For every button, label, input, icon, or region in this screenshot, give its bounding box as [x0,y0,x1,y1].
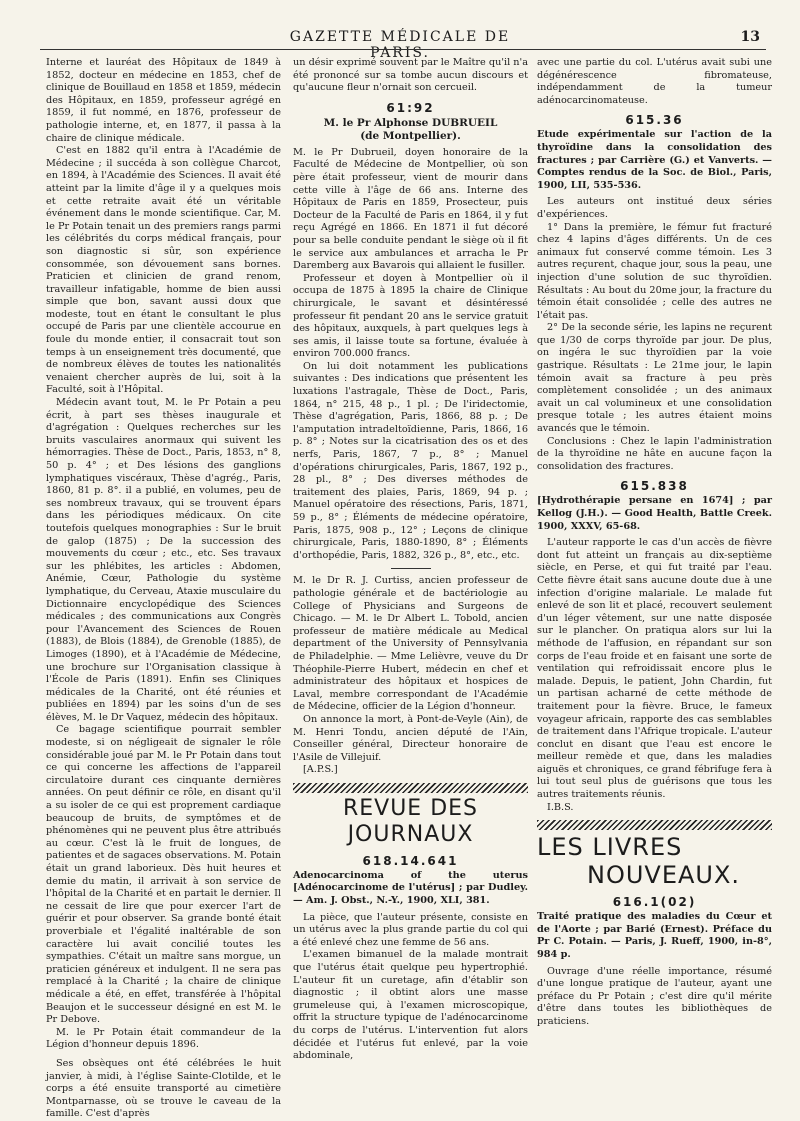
journal-title: GAZETTE MÉDICALE DE PARIS. [289,29,511,61]
paragraph: M. le Dr R. J. Curtiss, ancien professeur de pathologie générale et de bactériologie au College of Physicians and Surgeons de Chicago. — M. le Dr Albert L. Tobold, ancien professeur de matière médicale au Medical department of the University of Pennsylvania de Philadelphie. — Mme Lelièvre, veuve du Dr Théophile-Pierre Hubert, médecin en chef et administrateur des hôpitaux et hospices de Laval, membre correspondant de l'Académie de Médecine, officier de la Légion d'honneur. [293,575,528,713]
header-rule [40,49,766,50]
article-classification: 615.36 [625,113,684,128]
paragraph: Les auteurs ont institué deux séries d'expériences. [537,196,772,220]
article-title: Traité pratique des maladies du Cœur et de l'Aorte ; par Barié (Ernest). Préface du Pr C. Potain. — Paris, J. Rueff, 1900, in-8°, 984 p. [537,911,772,961]
paragraph: C'est en 1882 qu'il entra à l'Académie de Médecine ; il succéda à son collègue Charcot, en 1894, à l'Académie des Sciences. Il avait été atteint par la limite d'âge il y a quelques mois et cette retraite avait été un véritable événement dans le monde scientifique. Car, M. le Pr Potain tenait un des premiers rangs parmi les célébrités du corps médical français, pour son diagnostic si sûr, son expérience consommée, son dévouement sans bornes. Praticien et clinicien de grand renom, travailleur infatigable, homme de bien aussi simple que bon, savant aussi doux que modeste, tout en étant le consultant le plus occupé de Paris par une clientèle accourue en foule du monde entier, il consacrait tout son temps à un enseignement très documenté, que de nombreux élèves de toutes les nationalités venaient chercher auprès de lui, soit à la Faculté, soit à l'Hôpital. [46,145,281,396]
article-classification: 616.1(02) [612,895,697,910]
section-title-line: LES LIVRES [537,833,683,862]
page-number: 13 [740,29,760,45]
paragraph: un désir exprimé souvent par le Maître qu'il n'a été prononcé sur sa tombe aucun discours et qu'aucune fleur n'ornait son cercueil. [293,57,528,94]
column-1 [46,57,281,1121]
article-classification: 615.838 [620,479,689,494]
section-ornament [293,783,528,793]
paragraph: avec une partie du col. L'utérus avait subi une dégénérescence fibromateuse, indépendamment de la tumeur adénocarcinomateuse. [537,57,772,106]
section-title [537,833,772,889]
paragraph: Professeur et doyen à Montpellier où il occupa de 1875 à 1895 la chaire de Clinique chirurgicale, le savant et désintéressé professeur fit pendant 20 ans le service gratuit des hôpitaux, auxquels, à part quelques legs à ses amis, il laisse toute sa fortune, évaluée à environ 700.000 francs. [293,272,528,360]
section-title-line: NOUVEAUX. [587,861,741,890]
paragraph: 2° De la seconde série, les lapins ne reçurent que 1/30 de corps thyroïde par jour. De plus, on ingéra le suc thyroïdien par la voie gastrique. Résultats : Le 21me jour, le lapin témoin avait sa fracture à peu près complètement consolidée ; un des animaux avait un cal volumineux et une consolidation presque totale ; les autres étaient moins avancés que le témoin. [537,322,772,435]
paragraph: L'auteur rapporte le cas d'un accès de fièvre dont fut atteint un français au dix-septième siècle, en Perse, et qui fut traité par l'eau. Cette fièvre était sans aucune doute due à une infection d'origine malariale. Le malade fut enlevé de son lit et placé, recouvert seulement d'un léger vêtement, sur une natte disposée sur le plancher. On pratiqua alors sur lui la méthode de l'affusion, en répandant sur son corps de l'eau froide et en faisant une sorte de ventilation qui refroidissait encore plus le malade. Depuis, le patient, John Chardin, fut un partisan acharné de cette méthode de traitement pour la fièvre. Bruce, le fameux voyageur africain, rapporte des cas semblables de traitement dans l'Afrique tropicale. L'auteur conclut en disant que l'eau est encore le meilleur remède et que, dans les maladies aiguës et chroniques, ce grand fébrifuge fera à lui tout seul plus de guérisons que tous les autres traitements réunis. [537,537,772,801]
column-3 [537,57,772,1029]
obituary-classification: 61:92 [386,100,435,115]
signature: [A.P.S.] [303,764,338,776]
paragraph: Ses obsèques ont été célébrées le huit janvier, à midi, à l'église Sainte-Clotilde, et le corps a été ensuite transporté au cimetière Montparnasse, où se trouve le caveau de la famille. C'est d'après [46,1057,281,1120]
paragraph: Interne et lauréat des Hôpitaux de 1849 à 1852, docteur en médecine en 1853, chef de clinique de Bouillaud en 1858 et 1859, médecin des Hôpitaux, en 1859, professeur agrégé en 1859, il fut nommé, en 1876, professeur de pathologie interne, et, en 1877, il passa à la chaire de clinique médicale. [46,57,281,144]
paragraph: M. le Pr Dubrueil, doyen honoraire de la Faculté de Médecine de Montpellier, où son père était professeur, vient de mourir dans cette ville à l'âge de 66 ans. Interne des Hôpitaux de Paris en 1859, Prosecteur, puis Docteur de la Faculté de Paris en 1864, il y fut reçu Agrégé en 1866. En 1871 il fut décoré pour sa belle conduite pendant le siège où il fit le service aux ambulances et arracha le Pr Daremberg aux Bavarois qui allaient le fusiller. [293,146,528,272]
section-title: REVUE DES JOURNAUX [342,795,479,847]
paragraph: Ouvrage d'une réelle importance, résumé d'une longue pratique de l'auteur, ayant une préface du Pr Potain ; c'est dire qu'il mérite d'être dans toutes les bibliothèques de praticiens. [537,965,772,1027]
article-title: [Hydrothérapie persane en 1674] ; par Kellog (J.H.). — Good Health, Battle Creek. 1900, XXXV, 65-68. [537,495,772,532]
paragraph: On annonce la mort, à Pont-de-Veyle (Ain), de M. Henri Tondu, ancien député de l'Ain, Conseiller général, Directeur honoraire de l'Asile de Villejuif. [293,713,528,763]
signature: I.B.S. [547,801,574,813]
paragraph: 1° Dans la première, le fémur fut fracturé chez 4 lapins d'âges différents. Un de ces animaux fut conservé comme témoin. Les 3 autres reçurent, chaque jour, sous la peau, une injection d'une solution de suc thyroïdien. Résultats : Au bout du 20me jour, la fracture du témoin était consolidée ; celle des autres ne l'était pas. [537,221,772,321]
paragraph: La pièce, que l'auteur présente, consiste en un utérus avec la plus grande partie du col qui a été enlevé chez une femme de 56 ans. [293,911,528,948]
obituary-subtitle: (de Montpellier). [360,129,461,142]
article-title: Etude expérimentale sur l'action de la thyroïdine dans la consolidation des fractures ; par Carrière (G.) et Vanverts. — Comptes rendus de la Soc. de Biol., Paris, 1900, LII, 535-536. [537,129,772,191]
paragraph: L'examen bimanuel de la malade montrait que l'utérus était quelque peu hypertrophié. L'auteur fit un curetage, afin d'établir son diagnostic ; il obtint alors une masse grumeleuse qui, à l'examen microscopique, offrit la structure typique de l'adénocarcinome du corps de l'utérus. L'intervention fut alors décidée et l'utérus fut enlevé, par la voie abdominale, [293,949,528,1062]
article-title: Adenocarcinoma of the uterus [Adénocarcinome de l'utérus] ; par Dudley. — Am. J. Obst., N.-Y., 1900, XLI, 381. [293,869,528,907]
paragraph: Ce bagage scientifique pourrait sembler modeste, si on négligeait de signaler le rôle considérable joué par M. le Pr Potain dans tout ce qui concerne les affections de l'appareil circulatoire durant ces cinquante dernières années. On peut définir ce rôle, en disant qu'il a su isoler de ce qui est proprement cardiaque beaucoup de bruits, de symptômes et de phénomènes qui ne peuvent plus être attribués au cœur. C'est là le fruit de longues, de patientes et de sagaces observations. M. Potain était un grand laborieux. Dès huit heures et demie du matin, il arrivait à son service de l'hôpital de la Charité et en partait le dernier. Il ne cessait de lire que pour exercer l'art de guérir et pour observer. Sa grande bonté était proverbiale et l'égalité inaltérable de son caractère lui avait concilié toutes les sympathies. C'était un maître sans morgue, un praticien généreux et indulgent. Il ne sera pas remplacé à la Charité ; la chaire de clinique médicale a été, en effet, transférée à l'hôpital Beaujon et le successeur désigné en est M. le Pr Debove. [46,724,281,1026]
obituary-heading [293,117,528,143]
paragraph: M. le Pr Potain était commandeur de la Légion d'honneur depuis 1896. [46,1026,281,1051]
section-ornament [537,820,772,830]
paragraph: On lui doit notamment les publications suivantes : Des indications que présentent les luxations l'astragale, Thèse de Doct., Paris, 1864, n° 215, 48 p., 1 pl. ; De l'iridectomie, Thèse d'agrégation, Paris, 1866, 88 p. ; De l'amputation intradeltoïdienne, Paris, 1866, 16 p. 8° ; Notes sur la cicatrisation des os et des nerfs, Paris, 1867, 7 p., 8° ; Manuel d'opérations chirurgicales, Paris, 1867, 192 p., 28 pl., 8° ; Des diverses méthodes de traitement des plaies, Paris, 1869, 94 p. ; Manuel opératoire des résections, Paris, 1871, 59 p., 8° ; Éléments de médecine opératoire, Paris, 1875, 908 p., 12° ; Leçons de clinique chirurgicale, Paris, 1880-1890, 8° ; Éléments d'orthopédie, Paris, 1882, 326 p., 8°, etc., etc. [293,360,528,561]
paragraph: Médecin avant tout, M. le Pr Potain a peu écrit, à part ses thèses inaugurale et d'agrégation : Quelques recherches sur les bruits vasculaires anormaux qui suivent les hémorragies. Thèse de Doct., Paris, 1853, n° 8, 50 p. 4° ; et Des lésions des ganglions lymphatiques viscéraux, Thèse d'agrég., Paris, 1860, 81 p. 8°. il a publié, en volumes, peu de ses nombreux travaux, qui se trouvent épars dans les périodiques médicaux. On cite toutefois quelques monographies : Sur le bruit de galop (1875) ; De la succession des mouvements du cœur ; etc., etc. Ses travaux sur les phlébites, les articles : Abdomen, Anémie, Cœur, Pathologie du système lymphatique, du Cerveau, Ataxie musculaire du Dictionnaire encyclopédique des Sciences médicales ; des communications aux Congrès pour l'Avancement des Sciences de Rouen (1883), de Blois (1884), de Grenoble (1885), de Limoges (1890), et à l'Académie de Médecine, une brochure sur l'Organisation classique à l'École de Paris (1891). Enfin ses Cliniques médicales de la Charité, ont été réunies et publiées en 1894) par les soins d'un de ses élèves, M. le Dr Vaquez, médecin des hôpitaux. [46,397,281,723]
separator [391,568,431,569]
running-header [0,29,800,61]
obituary-name: M. le Pr Alphonse DUBRUEIL [323,116,498,129]
article-classification: 618.14.641 [362,853,459,868]
paragraph: Conclusions : Chez le lapin l'administration de la thyroïdine ne hâte en aucune façon la consolidation des fractures. [537,435,772,472]
column-2 [293,57,528,1063]
